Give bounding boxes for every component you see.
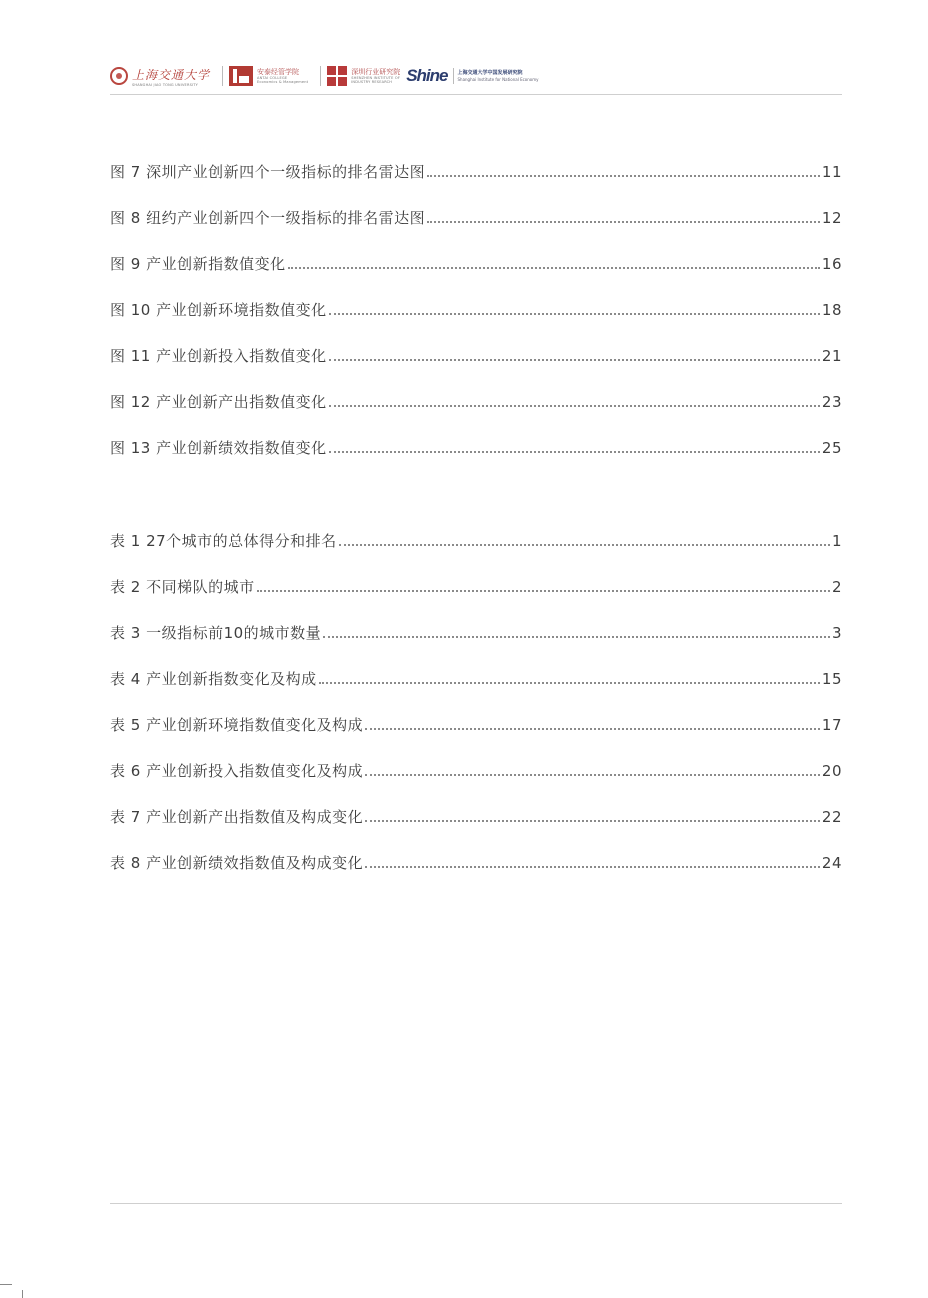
toc-entry-label: 表 7 产业创新产出指数值及构成变化 bbox=[110, 808, 364, 826]
toc-entry-label: 图 10 产业创新环境指数值变化 bbox=[110, 301, 327, 319]
page-header bbox=[110, 58, 842, 94]
sjtu-sub: SHANGHAI JIAO TONG UNIVERSITY bbox=[132, 82, 198, 87]
toc-entry-label: 图 11 产业创新投入指数值变化 bbox=[110, 347, 327, 365]
sjtu-seal-icon bbox=[110, 67, 128, 85]
toc-entry-page: 24 bbox=[821, 854, 842, 872]
antai-sub-1: ANTAI COLLEGE bbox=[257, 76, 288, 80]
dot-leader bbox=[365, 728, 820, 730]
antai-name: 安泰经管学院 bbox=[257, 68, 300, 76]
toc-entry-page: 23 bbox=[821, 393, 842, 411]
dot-leader bbox=[329, 359, 820, 361]
dot-leader bbox=[323, 636, 830, 638]
dot-leader bbox=[319, 682, 820, 684]
shine-sub: Shanghai Institute for National Economy bbox=[457, 77, 539, 82]
shenzhen-sub-1: SHENZHEN INSTITUTE OF bbox=[351, 76, 401, 80]
dot-leader bbox=[427, 175, 820, 177]
toc-entry-page: 21 bbox=[821, 347, 842, 365]
shine-mark: Shine bbox=[406, 66, 448, 85]
toc-entry-page: 11 bbox=[821, 163, 842, 181]
antai-logo bbox=[229, 66, 308, 86]
logo-divider bbox=[222, 66, 223, 86]
toc-entry-table-1[interactable] bbox=[110, 527, 842, 551]
toc-entry-page: 16 bbox=[821, 255, 842, 273]
antai-mark-icon bbox=[229, 66, 253, 86]
dot-leader bbox=[329, 313, 820, 315]
toc-entry-label: 图 8 纽约产业创新四个一级指标的排名雷达图 bbox=[110, 209, 426, 227]
toc-entry-table-6[interactable] bbox=[110, 757, 842, 781]
dot-leader bbox=[339, 544, 830, 546]
shenzhen-mark-icon bbox=[327, 66, 347, 86]
dot-leader bbox=[365, 866, 820, 868]
toc-entry-label: 表 6 产业创新投入指数值变化及构成 bbox=[110, 762, 364, 780]
toc-entry-table-3[interactable] bbox=[110, 619, 842, 643]
toc-entry-page: 2 bbox=[831, 578, 842, 596]
footer-rule bbox=[110, 1203, 842, 1204]
dot-leader bbox=[427, 221, 820, 223]
shenzhen-logo bbox=[327, 66, 400, 86]
logo-divider bbox=[320, 66, 321, 86]
toc-entry-figure-10[interactable] bbox=[110, 296, 842, 320]
toc-entry-figure-9[interactable] bbox=[110, 250, 842, 274]
shenzhen-name: 深圳行业研究院 bbox=[351, 68, 401, 76]
toc-entry-table-2[interactable] bbox=[110, 573, 842, 597]
dot-leader bbox=[288, 267, 820, 269]
toc-entry-figure-7[interactable] bbox=[110, 158, 842, 182]
toc-entry-page: 3 bbox=[831, 624, 842, 642]
toc-entry-label: 表 5 产业创新环境指数值变化及构成 bbox=[110, 716, 364, 734]
dot-leader bbox=[329, 451, 820, 453]
dot-leader bbox=[365, 820, 820, 822]
toc-entry-label: 表 4 产业创新指数变化及构成 bbox=[110, 670, 317, 688]
sjtu-name: 上海交通大学 bbox=[132, 67, 211, 82]
toc-entry-page: 18 bbox=[821, 301, 842, 319]
toc-entry-page: 15 bbox=[821, 670, 842, 688]
toc-entry-figure-12[interactable] bbox=[110, 388, 842, 412]
crop-mark bbox=[0, 1284, 12, 1285]
toc-entry-page: 22 bbox=[821, 808, 842, 826]
toc-entry-page: 17 bbox=[821, 716, 842, 734]
toc-entry-figure-11[interactable] bbox=[110, 342, 842, 366]
toc-entry-label: 表 8 产业创新绩效指数值及构成变化 bbox=[110, 854, 364, 872]
toc-entry-page: 12 bbox=[821, 209, 842, 227]
toc-entry-page: 1 bbox=[831, 532, 842, 550]
sjtu-logo bbox=[110, 66, 210, 87]
toc-entry-table-5[interactable] bbox=[110, 711, 842, 735]
toc-entry-page: 25 bbox=[821, 439, 842, 457]
header-rule bbox=[110, 94, 842, 95]
crop-mark bbox=[22, 1290, 23, 1298]
dot-leader bbox=[257, 590, 830, 592]
shine-logo bbox=[406, 66, 538, 86]
dot-leader bbox=[329, 405, 820, 407]
toc-entry-figure-13[interactable] bbox=[110, 434, 842, 458]
antai-sub-2: Economics & Management bbox=[257, 80, 309, 84]
toc-entry-label: 图 13 产业创新绩效指数值变化 bbox=[110, 439, 327, 457]
toc-entry-table-7[interactable] bbox=[110, 803, 842, 827]
toc-entry-label: 表 1 27个城市的总体得分和排名 bbox=[110, 532, 337, 550]
toc-entry-figure-8[interactable] bbox=[110, 204, 842, 228]
toc-entry-table-8[interactable] bbox=[110, 849, 842, 873]
shine-name: 上海交通大学中国发展研究院 bbox=[457, 70, 523, 76]
toc-entry-label: 图 12 产业创新产出指数值变化 bbox=[110, 393, 327, 411]
toc-entry-label: 图 9 产业创新指数值变化 bbox=[110, 255, 286, 273]
shenzhen-sub-2: INDUSTRY RESEARCH bbox=[351, 80, 393, 84]
toc-entry-table-4[interactable] bbox=[110, 665, 842, 689]
toc-entry-label: 表 2 不同梯队的城市 bbox=[110, 578, 255, 596]
logo-divider bbox=[453, 68, 454, 84]
toc-entry-label: 表 3 一级指标前10的城市数量 bbox=[110, 624, 322, 642]
toc-entry-label: 图 7 深圳产业创新四个一级指标的排名雷达图 bbox=[110, 163, 426, 181]
partner-logos bbox=[110, 61, 544, 91]
toc-entry-page: 20 bbox=[821, 762, 842, 780]
dot-leader bbox=[365, 774, 820, 776]
